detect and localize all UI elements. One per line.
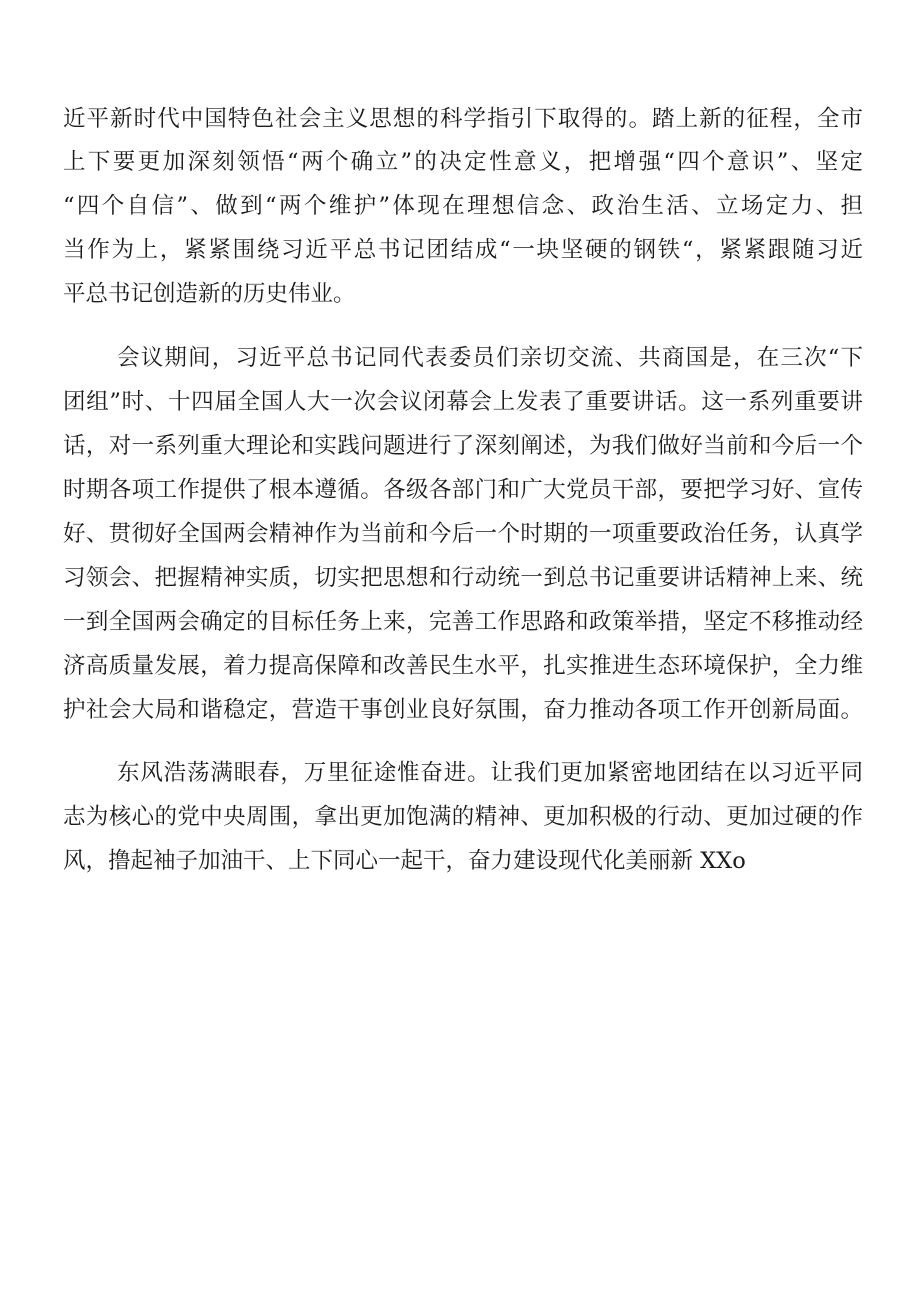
paragraph-2-line-3: 话，对一系列重大理论和实践问题进行了深刻阐述，为我们做好当前和今后一个 bbox=[63, 433, 863, 459]
paragraph-1-line-1: 近平新时代中国特色社会主义思想的科学指引下取得的。踏上新的征程，全市 bbox=[63, 106, 863, 132]
paragraph-3-line-2: 志为核心的党中央周围，拿出更加饱满的精神、更加积极的行动、更加过硬的作 bbox=[63, 804, 863, 830]
paragraph-1-line-2: 上下要更加深刻领悟“两个确立”的决定性意义，把增强“四个意识”、坚定 bbox=[63, 149, 863, 175]
paragraph-3-line-3: 风，撸起袖子加油干、上下同心一起干，奋力建设现代化美丽新 XXo bbox=[63, 848, 746, 874]
paragraph-2-line-8: 济高质量发展，着力提高保障和改善民生水平，扎实推进生态环境保护，全力维 bbox=[63, 653, 863, 679]
paragraph-1-line-3: “四个自信”、做到“两个维护”体现在理想信念、政治生活、立场定力、担 bbox=[63, 193, 863, 219]
paragraph-2-line-4: 时期各项工作提供了根本遵循。各级各部门和广大党员干部，要把学习好、宣传 bbox=[63, 477, 863, 503]
paragraph-2-line-5: 好、贯彻好全国两会精神作为当前和今后一个时期的一项重要政治任务，认真学 bbox=[63, 521, 863, 547]
paragraph-2-line-7: 一到全国两会确定的目标任务上来，完善工作思路和政策举措，坚定不移推动经 bbox=[63, 609, 863, 635]
paragraph-2-line-2: 团组”时、十四届全国人大一次会议闭幕会上发表了重要讲话。这一系列重要讲 bbox=[63, 389, 863, 415]
paragraph-1-line-4: 当作为上，紧紧围绕习近平总书记团结成“一块坚硬的钢铁“，紧紧跟随习近 bbox=[63, 237, 863, 263]
paragraph-1-line-5: 平总书记创造新的历史伟业。 bbox=[63, 281, 356, 307]
paragraph-2-line-1: 会议期间，习近平总书记同代表委员们亲切交流、共商国是，在三次“下 bbox=[117, 345, 863, 371]
paragraph-3-line-1: 东风浩荡满眼春，万里征途惟奋进。让我们更加紧密地团结在以习近平同 bbox=[117, 760, 863, 786]
paragraph-2-line-6: 习领会、把握精神实质，切实把思想和行动统一到总书记重要讲话精神上来、统 bbox=[63, 565, 863, 591]
paragraph-2-line-9: 护社会大局和谐稳定，营造干事创业良好氛围，奋力推动各项工作开创新局面。 bbox=[63, 697, 863, 723]
